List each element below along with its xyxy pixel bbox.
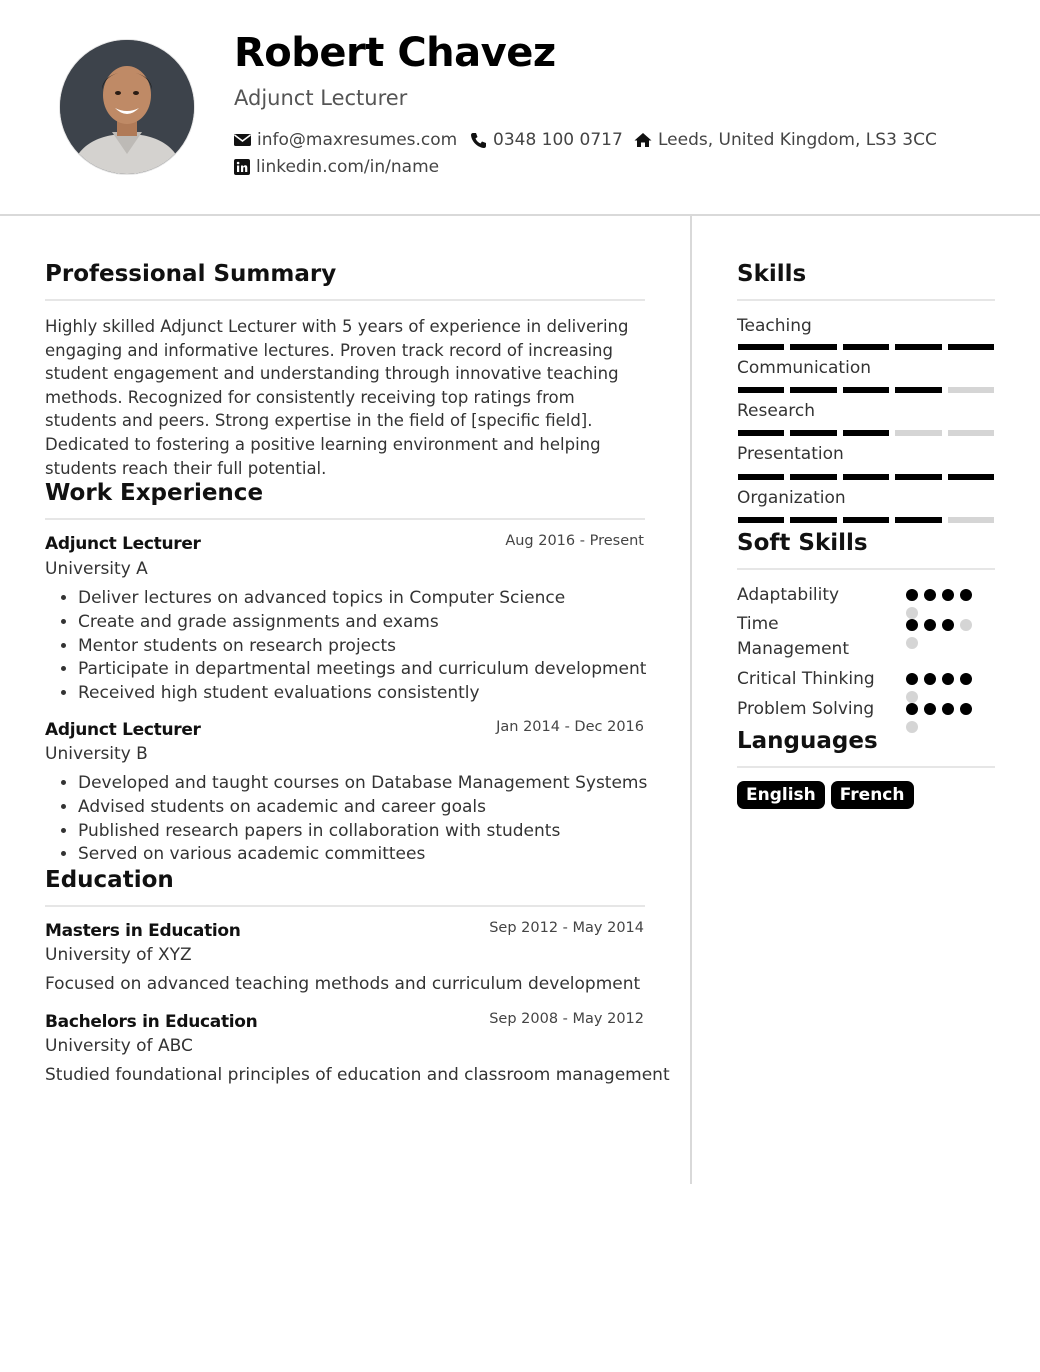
rating-dot-empty <box>906 721 918 733</box>
rating-dot-filled <box>924 589 936 601</box>
skills-heading: Skills <box>737 261 807 287</box>
skill-level-bar <box>738 344 994 350</box>
rating-dot-filled <box>942 703 954 715</box>
level-segment-filled <box>843 517 889 523</box>
avatar-illustration <box>60 40 194 174</box>
degree-title: Masters in Education <box>45 921 241 941</box>
language-list <box>737 781 914 809</box>
rating-dot-filled <box>906 589 918 601</box>
section-divider <box>737 766 995 768</box>
soft-skill-label: Time Management <box>737 614 849 659</box>
level-segment-filled <box>843 344 889 350</box>
rating-dot-filled <box>906 673 918 685</box>
job-bullets <box>45 772 678 867</box>
linkedin-text: linkedin.com/in/name <box>256 157 440 177</box>
rating-dot-filled <box>960 589 972 601</box>
rating-dot-empty <box>906 691 918 703</box>
job-employer: University A <box>45 559 148 579</box>
soft-skill-rating <box>906 703 982 733</box>
soft-skill-label: Adaptability <box>737 585 840 605</box>
rating-dot-empty <box>960 619 972 631</box>
school-name: University of ABC <box>45 1036 193 1056</box>
list-item: • Served on various academic committees <box>78 843 678 867</box>
contact-phone[interactable] <box>470 130 623 150</box>
level-segment-filled <box>895 474 941 480</box>
level-segment-filled <box>948 344 994 350</box>
level-segment-filled <box>895 387 941 393</box>
envelope-icon <box>234 133 251 147</box>
level-segment-filled <box>790 387 836 393</box>
skill-level-bar <box>738 387 994 393</box>
language-badge: French <box>831 781 914 809</box>
languages-heading: Languages <box>737 728 878 754</box>
column-divider <box>690 214 692 1184</box>
list-item: • Create and grade assignments and exams <box>78 611 678 635</box>
section-divider <box>45 299 645 301</box>
section-divider <box>45 518 645 520</box>
level-segment-filled <box>738 344 784 350</box>
level-segment-filled <box>895 344 941 350</box>
soft-skill-rating <box>906 673 982 703</box>
level-segment-filled <box>843 430 889 436</box>
resume-header <box>0 0 1040 216</box>
level-segment-filled <box>738 474 784 480</box>
skill-level-bar <box>738 430 994 436</box>
summary-text: Highly skilled Adjunct Lecturer with 5 years of experience in delivering engaging and informative lectures. Proven track record of increasing student engagement and understanding through innovative teaching methods. Recognized for consistently receiving top ratings from students and peers. Strong expertise in the field of [specific field]. Dedicated to fostering a positive learning environment and helping students reach their full potential. <box>45 317 629 478</box>
rating-dot-filled <box>942 589 954 601</box>
list-item: • Participate in departmental meetings and curriculum development <box>78 658 678 682</box>
job-date: Aug 2016 - Present <box>505 533 644 549</box>
soft-skill-label: Critical Thinking <box>737 669 875 689</box>
skill-label: Presentation <box>737 444 844 464</box>
rating-dot-filled <box>960 703 972 715</box>
skill-level-bar <box>738 474 994 480</box>
list-item: • Advised students on academic and career goals <box>78 796 678 820</box>
list-item: • Developed and taught courses on Database Management Systems <box>78 772 678 796</box>
level-segment-filled <box>895 517 941 523</box>
phone-icon <box>470 132 487 149</box>
degree-title: Bachelors in Education <box>45 1012 258 1032</box>
rating-dot-filled <box>942 673 954 685</box>
soft-skills-heading: Soft Skills <box>737 530 868 556</box>
skill-label: Teaching <box>737 316 812 336</box>
rating-dot-filled <box>960 673 972 685</box>
level-segment-empty <box>948 430 994 436</box>
address-text: Leeds, United Kingdom, LS3 3CC <box>658 130 937 150</box>
level-segment-empty <box>948 387 994 393</box>
level-segment-filled <box>738 430 784 436</box>
job-employer: University B <box>45 744 148 764</box>
level-segment-filled <box>790 474 836 480</box>
rating-dot-filled <box>906 703 918 715</box>
job-title: Adjunct Lecturer <box>45 534 201 554</box>
skill-label: Organization <box>737 488 846 508</box>
level-segment-filled <box>738 387 784 393</box>
phone-text: 0348 100 0717 <box>493 130 623 150</box>
level-segment-filled <box>790 430 836 436</box>
list-item: • Deliver lectures on advanced topics in Computer Science <box>78 587 678 611</box>
level-segment-filled <box>948 474 994 480</box>
profile-photo <box>59 39 195 175</box>
level-segment-filled <box>843 387 889 393</box>
rating-dot-empty <box>906 607 918 619</box>
job-date: Jan 2014 - Dec 2016 <box>496 719 644 735</box>
language-badge: English <box>737 781 825 809</box>
level-segment-empty <box>948 517 994 523</box>
section-divider <box>737 299 995 301</box>
list-item: • Mentor students on research projects <box>78 635 678 659</box>
skill-level-bar <box>738 517 994 523</box>
rating-dot-filled <box>924 673 936 685</box>
list-item: • Published research papers in collaboration with students <box>78 820 678 844</box>
level-segment-filled <box>738 517 784 523</box>
candidate-name: Robert Chavez <box>234 30 556 76</box>
level-segment-empty <box>895 430 941 436</box>
skill-label: Research <box>737 401 815 421</box>
list-item: • Received high student evaluations consistently <box>78 682 678 706</box>
degree-date: Sep 2008 - May 2012 <box>489 1011 644 1027</box>
education-heading: Education <box>45 867 174 893</box>
summary-heading: Professional Summary <box>45 261 337 287</box>
contact-address <box>634 130 937 150</box>
rating-dot-filled <box>906 619 918 631</box>
soft-skill-rating <box>906 589 982 619</box>
rating-dot-filled <box>924 703 936 715</box>
degree-description: Focused on advanced teaching methods and curriculum development <box>45 974 641 994</box>
rating-dot-filled <box>924 619 936 631</box>
level-segment-filled <box>843 474 889 480</box>
skill-label: Communication <box>737 358 871 378</box>
soft-skill-label: Problem Solving <box>737 699 875 719</box>
level-segment-filled <box>790 344 836 350</box>
job-title: Adjunct Lecturer <box>45 720 201 740</box>
contact-linkedin[interactable] <box>234 157 439 177</box>
degree-date: Sep 2012 - May 2014 <box>489 920 644 936</box>
level-segment-filled <box>790 517 836 523</box>
job-bullets <box>45 587 678 706</box>
candidate-title: Adjunct Lecturer <box>234 86 408 110</box>
section-divider <box>45 905 645 907</box>
linkedin-icon <box>234 159 250 175</box>
school-name: University of XYZ <box>45 945 192 965</box>
degree-description: Studied foundational principles of education and classroom management <box>45 1065 670 1085</box>
contact-email[interactable] <box>234 130 457 150</box>
home-icon <box>634 132 652 148</box>
experience-heading: Work Experience <box>45 480 264 506</box>
section-divider <box>737 568 995 570</box>
email-text: info@maxresumes.com <box>257 130 458 150</box>
rating-dot-empty <box>906 637 918 649</box>
rating-dot-filled <box>942 619 954 631</box>
soft-skill-rating <box>906 619 982 649</box>
